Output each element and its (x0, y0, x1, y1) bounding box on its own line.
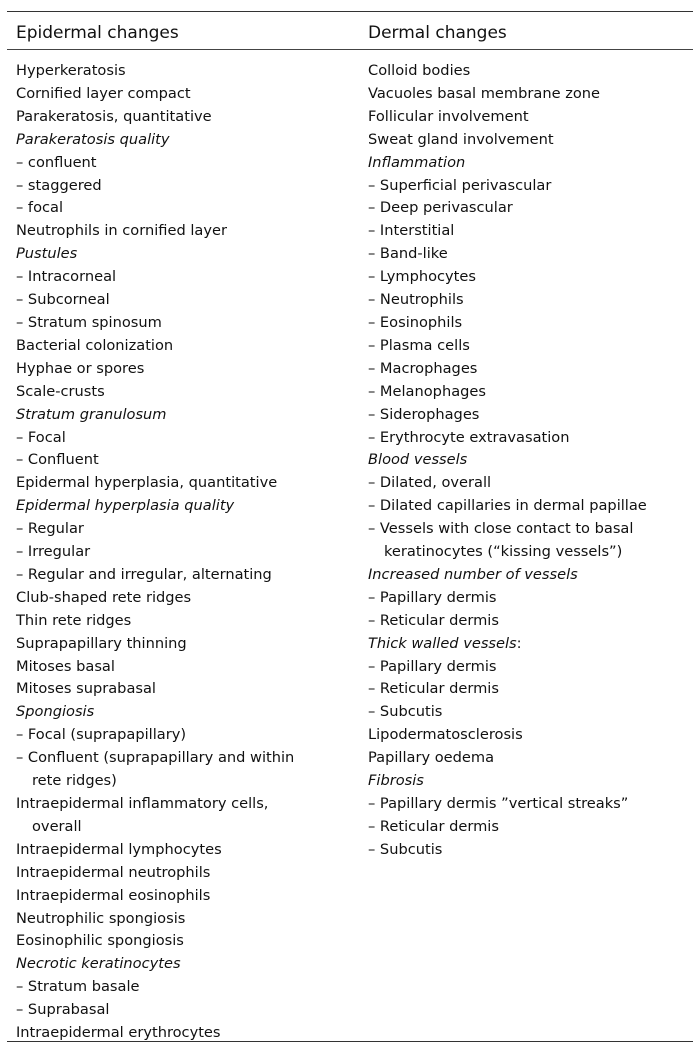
dermal-item: Increased number of vessels (368, 565, 578, 583)
dermal-item-colon: : (516, 634, 522, 652)
epidermal-item: Parakeratosis, quantitative (16, 107, 212, 125)
dermal-item: Blood vessels (368, 451, 468, 469)
epidermal-item: – Focal (suprapapillary) (16, 726, 187, 744)
epidermal-item: – staggered (16, 176, 102, 194)
epidermal-item: Suprapapillary thinning (16, 634, 187, 652)
epidermal-item: Neutrophilic spongiosis (16, 909, 186, 927)
epidermal-item: – Suprabasal (16, 1001, 110, 1019)
epidermal-item: Intraepidermal neutrophils (16, 863, 211, 881)
epidermal-item: Epidermal hyperplasia, quantitative (16, 474, 278, 492)
epidermal-item: Cornified layer compact (16, 84, 191, 102)
table-header (7, 21, 693, 45)
epidermal-changes-list (16, 60, 361, 1045)
epidermal-item: rete ridges) (32, 772, 117, 790)
dermal-item: Colloid bodies (368, 62, 471, 79)
epidermal-item: Hyperkeratosis (16, 62, 126, 79)
dermal-item: – Papillary dermis (368, 657, 497, 675)
epidermal-item: Spongiosis (16, 703, 95, 721)
dermal-item: – Reticular dermis (368, 817, 499, 835)
table-top-rule (7, 11, 693, 12)
dermal-item: – Band-like (368, 245, 448, 263)
epidermal-item: Thin rete ridges (16, 611, 132, 629)
dermal-item: – Dilated capillaries in dermal papillae (368, 497, 647, 515)
epidermal-item: Intraepidermal lymphocytes (16, 840, 222, 858)
epidermal-item: Intraepidermal eosinophils (16, 886, 211, 904)
dermal-item: – Dilated, overall (368, 474, 492, 492)
dermal-item: Fibrosis (368, 772, 424, 790)
epidermal-item: overall (32, 817, 82, 835)
table-page (7, 0, 693, 1049)
epidermal-item: – Irregular (16, 543, 91, 561)
epidermal-item: Intraepidermal inflammatory cells, (16, 795, 269, 812)
dermal-item: – Macrophages (368, 359, 478, 377)
epidermal-item: Pustules (16, 245, 78, 263)
dermal-item: Vacuoles basal membrane zone (368, 84, 601, 102)
table-header-rule (7, 49, 693, 50)
epidermal-item: – Subcorneal (16, 291, 110, 309)
epidermal-item: Intraepidermal erythrocytes (16, 1024, 221, 1042)
epidermal-item: Club-shaped rete ridges (16, 588, 192, 606)
dermal-item-italic-part: Thick walled vessels (368, 634, 517, 652)
dermal-item: – Interstitial (368, 222, 455, 240)
epidermal-item: Stratum granulosum (16, 405, 167, 423)
dermal-item: – Neutrophils (368, 291, 464, 309)
dermal-item: Follicular involvement (368, 107, 529, 125)
epidermal-item: – Stratum spinosum (16, 313, 162, 331)
epidermal-item: – Confluent (suprapapillary and within (16, 749, 295, 767)
dermal-item: – Lymphocytes (368, 268, 476, 286)
epidermal-item: – Stratum basale (16, 978, 140, 996)
epidermal-item: Mitoses suprabasal (16, 680, 156, 698)
dermal-item: – Superficial perivascular (368, 176, 552, 194)
dermal-item: Inflammation (368, 153, 466, 171)
dermal-item: – Vessels with close contact to basal (368, 520, 634, 538)
epidermal-item: Hyphae or spores (16, 359, 145, 377)
dermal-item: – Subcutis (368, 703, 443, 721)
epidermal-item: Neutrophils in cornified layer (16, 222, 227, 240)
dermal-item: – Papillary dermis (368, 588, 497, 606)
dermal-changes-list (368, 60, 693, 862)
table-bottom-rule (7, 1041, 693, 1042)
epidermal-item: – focal (16, 199, 64, 217)
dermal-item: – Papillary dermis ”vertical streaks” (368, 795, 629, 812)
epidermal-item: Eosinophilic spongiosis (16, 932, 184, 950)
dermal-item: Lipodermatosclerosis (368, 726, 523, 744)
dermal-item: keratinocytes (“kissing vessels”) (384, 543, 623, 561)
epidermal-item: – Regular (16, 520, 84, 538)
dermal-item: – Siderophages (368, 405, 480, 423)
dermal-item: – Reticular dermis (368, 611, 499, 629)
dermal-item: – Subcutis (368, 840, 443, 858)
epidermal-item: Bacterial colonization (16, 336, 174, 354)
epidermal-item: – Confluent (16, 451, 99, 469)
dermal-item: Papillary oedema (368, 749, 495, 767)
epidermal-item: – Intracorneal (16, 268, 117, 286)
dermal-item: – Erythrocyte extravasation (368, 428, 570, 446)
epidermal-item: Parakeratosis quality (16, 130, 170, 148)
epidermal-item: Scale-crusts (16, 382, 105, 400)
epidermal-item: Epidermal hyperplasia quality (16, 497, 235, 515)
dermal-item: – Deep perivascular (368, 199, 513, 217)
header-dermal-changes: Dermal changes (368, 23, 507, 43)
dermal-item: Sweat gland involvement (368, 130, 554, 148)
dermal-item: – Melanophages (368, 382, 486, 400)
epidermal-item: – Regular and irregular, alternating (16, 565, 272, 583)
dermal-item: – Reticular dermis (368, 680, 499, 698)
dermal-item (368, 633, 693, 656)
epidermal-item: Mitoses basal (16, 657, 115, 675)
epidermal-item: – confluent (16, 153, 97, 171)
header-epidermal-changes: Epidermal changes (16, 23, 179, 43)
epidermal-item: – Focal (16, 428, 66, 446)
epidermal-item: Necrotic keratinocytes (16, 955, 181, 973)
dermal-item: – Eosinophils (368, 313, 463, 331)
dermal-item: – Plasma cells (368, 336, 470, 354)
